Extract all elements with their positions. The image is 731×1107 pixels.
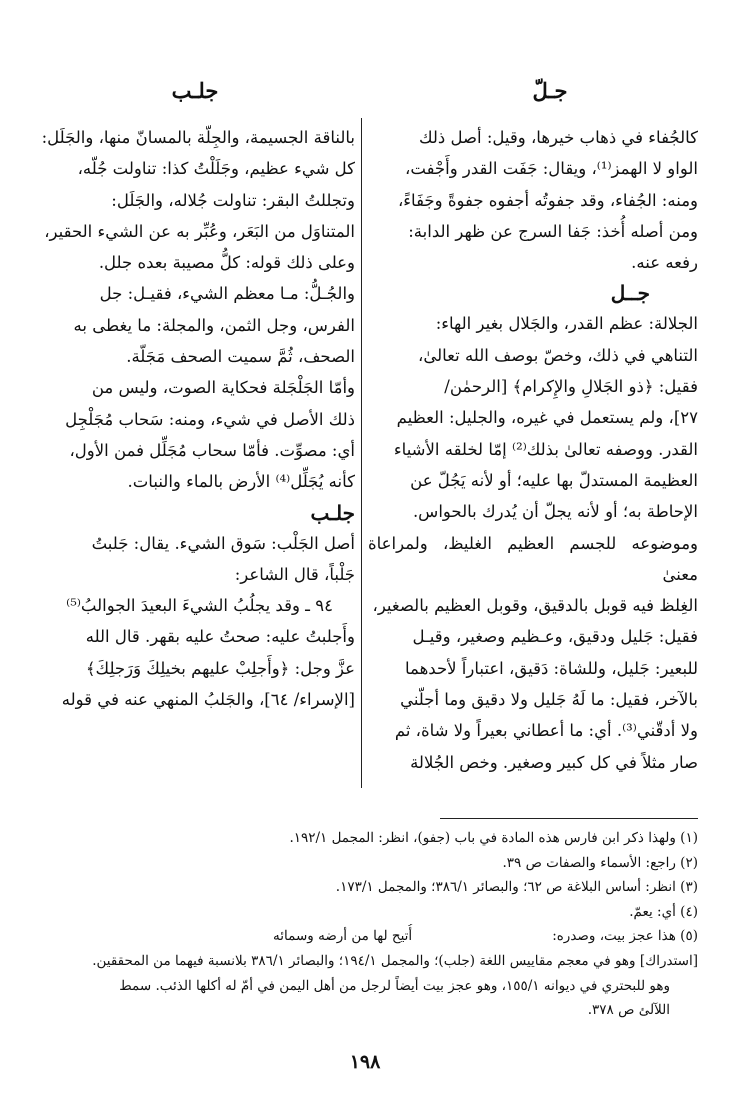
text-line: فقيل: جَليل ودقيق، وعـظيم وصغير، وقيـل [412, 627, 698, 647]
text-line: وموضوعه للجسم العظيم الغليظ، ولمراعاة معنىٰ [368, 533, 698, 584]
text-line: أي: مصوِّت. فأمّا سحاب مُجَلِّل فمن الأول، [69, 440, 355, 460]
footnote-separator [440, 818, 698, 819]
text-line: وأمّا الجَلْجَلة فحكاية الصوت، وليس من [91, 378, 355, 398]
footnotes [37, 826, 698, 1023]
footnote-extra-line: وهو للبحتري في ديوانه ١٥٥/١، وهو عجز بيت أيضاً لرجل من أهل اليمن في أمّ له أكلها الذئب. سمط [119, 977, 670, 994]
section-title-jal: جــل [610, 281, 650, 306]
footnote-2: (٢) راجع: الأسماء والصفات ص ٣٩. [502, 854, 698, 871]
text-line: ولا أدقّني⁽³⁾. أي: ما أعطاني بعيراً ولا شاة، ثم [394, 721, 698, 741]
footnote-5-label: (٥) هذا عجز بيت، وصدره: [552, 928, 698, 945]
text-line: [الإسراء/ ٦٤]، والجَلبُ المنهي عنه في قوله [61, 690, 355, 710]
text-line: عزَّ وجل: ﴿وأَجلِبْ عليهم بخيلِكَ وَرَجلِكَ﴾ [85, 658, 355, 678]
section-title-jalb: جلـب [310, 500, 355, 525]
text-line: والجُـلُّ: مـا معظم الشيء، فقيـل: جل [99, 284, 355, 304]
column-divider [361, 118, 362, 788]
text-line: بالناقة الجسيمة، والجِلّة بالمسانّ منها، والجَلَل: [41, 128, 355, 147]
text-line: وعلى ذلك قوله: كلُّ مصيبة بعده جلل. [98, 253, 355, 273]
text-line: الواو لا الهمز⁽¹⁾، ويقال: جَفَت القدر وأَجْفت، [405, 159, 698, 179]
text-line: المتناوَل من البَعَر، وعُبِّر به عن الشيء الحقير، [44, 221, 355, 241]
text-line: كأنه يُجَلِّل⁽⁴⁾ الأرض بالماء والنبات. [127, 472, 355, 492]
footnote-1: (١) ولهذا ذكر ابن فارس هذه المادة في باب (جفو)، انظر: المجمل ١٩٢/١. [289, 830, 698, 846]
text-line: صار مثلاً في كل كبير وصغير. وخص الجُلالة [410, 752, 698, 772]
right-column [368, 122, 698, 778]
footnote-istidrak: [استدراك] وهو في معجم مقاييس اللغة (جلب)؛ والمجمل ١٩٤/١؛ والبصائر ٣٨٦/١ بلانسبة فيهما من المحققين. [92, 952, 698, 969]
text-line: وتجللتُ البقر: تناولت جُلاله، والجَلَل: [111, 190, 355, 210]
footnote-4: (٤) أي: يعمّ. [629, 903, 698, 920]
text-line: الغِلظ فيه قوبل بالدقيق، وقوبل العظيم بالصغير، [372, 596, 698, 616]
footnote-extra-line: اللآلئ ص ٣٧٨. [587, 1002, 670, 1019]
footnote-5 [37, 924, 698, 949]
left-column [37, 122, 355, 715]
page-number: ١٩٨ [349, 1051, 381, 1073]
text-line: ٢٧]، ولم يستعمل في غيره، والجليل: العظيم [396, 408, 698, 428]
text-line: رفعه عنه. [631, 253, 698, 273]
text-line: ومن أصله أُخذ: جَفا السرج عن ظهر الدابة: [408, 221, 698, 241]
text-line: التناهي في ذلك، وخصّ بوصف الله تعالىٰ، [418, 345, 698, 365]
text-line: الجلالة: عظم القدر، والجَلال بغير الهاء: [435, 314, 698, 334]
text-line: الإحاطة به؛ أو لأنه يجلّ أن يُدرك بالحواس. [412, 502, 698, 522]
text-line: ومنه: الجُفاء، وقد جفوتُه أجفوه جفوةً وجَفَاءً، [397, 190, 698, 210]
footnote-5-hemistich: أُتيح لها من أرضه وسمائه [273, 928, 413, 945]
text-line: القدر. ووصفه تعالىٰ بذلك⁽²⁾ إمّا لخلقه الأشياء [393, 439, 698, 459]
text-line: أصل الجَلْب: سَوق الشيء. يقال: جَلبتُ [91, 533, 355, 553]
right-column-header: جـلّ [532, 78, 568, 103]
text-line: وأَجلبتُ عليه: صحتُ عليه بقهر. قال الله [85, 627, 355, 647]
text-line: جَلْباً، قال الشاعر: [234, 564, 355, 584]
text-line: للبعير: جَليل، وللشاة: دَقيق، اعتباراً لأحدهما [405, 658, 698, 678]
text-line: بالآخر، فقيل: ما لَهُ جَليل ولا دقيق وما أجلّني [400, 690, 698, 710]
text-line: فقيل: ﴿ذو الجَلالِ والإِكرام﴾ [الرحمٰن/ [444, 377, 698, 397]
text-line: كالجُفاء في ذهاب خيرها، وقيل: أصل ذلك [418, 128, 698, 147]
text-line: العظيمة المستدلّ بها عليه؛ أو لأنه يَجُلّ عن [410, 470, 698, 490]
left-column-header: جلـب [171, 78, 219, 103]
poetry-verse: ٩٤ ـ وقد يجلُبُ الشيءَ البعيدَ الجوالبُ⁽⁵⁾ [66, 596, 333, 616]
text-line: الفرس، وجل الثمن، والمجلة: ما يغطى به [73, 315, 355, 335]
text-line: الصحف، ثُمَّ سميت الصحف مَجَلّة. [126, 347, 355, 367]
text-line: كل شيء عظيم، وجَلَلْتُ كذا: تناولت جُلّه، [77, 159, 355, 179]
text-line: ذلك الأصل في شيء، ومنه: سَحاب مُجَلْجِل [65, 409, 355, 429]
footnote-3: (٣) انظر: أساس البلاغة ص ٦٢؛ والبصائر ٣٨٦/١؛ والمجمل ١٧٣/١. [335, 879, 698, 896]
